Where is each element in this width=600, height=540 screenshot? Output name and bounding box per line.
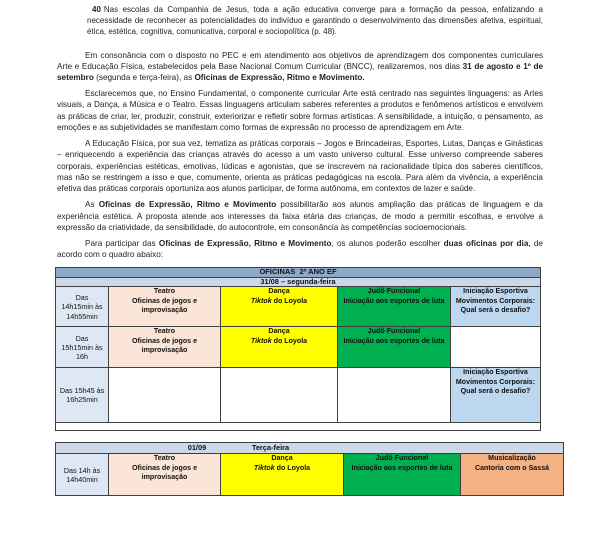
- offer-subtitle: Iniciação aos esportes de luta: [343, 296, 445, 305]
- offer-title: Iniciação Esportiva: [463, 368, 528, 377]
- table-title: OFICINAS 2º ANO EF: [56, 268, 541, 278]
- offer-cell-teatro: [109, 287, 221, 327]
- date-label: 01/09: [187, 443, 207, 453]
- text-column: [57, 0, 543, 260]
- offer-title: Judô Funcional: [367, 327, 421, 336]
- empty-cell: [109, 368, 221, 423]
- footnote: [87, 4, 543, 38]
- offer-title: Dança: [268, 287, 290, 296]
- empty-cell: [56, 423, 541, 431]
- footnote-number: 40: [92, 5, 101, 14]
- offer-title: Judô Funcional: [367, 287, 421, 296]
- empty-cell: [451, 327, 541, 368]
- oficinas-table-segunda: [55, 267, 541, 431]
- paragraph-oficinas: As Oficinas de Expressão, Ritmo e Movimento possibilitarão aos alunos ampliação das práticas de linguagem e da experiência estética. A proposta atende aos interesses da faixa etária das crianças, de modo a permitir escolhas, e envolve a expressão da criatividade, da sensibilidade, do autocontrole, em consonância às competências socioemocionais.: [57, 200, 543, 232]
- offer-subtitle: Iniciação aos esportes de luta: [343, 336, 445, 345]
- offer-title: Dança: [268, 327, 290, 336]
- spacer-row: [56, 423, 541, 431]
- offer-subtitle: Oficinas de jogos e improvisação: [131, 296, 198, 315]
- offer-title: Teatro: [153, 287, 176, 296]
- offer-title: Teatro: [153, 327, 176, 336]
- time-cell: Das 14h15min às 14h55min: [56, 287, 109, 327]
- table-row: [56, 454, 564, 496]
- day-header-row: [56, 443, 564, 454]
- offer-subtitle: Iniciação aos esportes de luta: [351, 463, 453, 472]
- paragraph-arte: Esclarecemos que, no Ensino Fundamental, o componente curricular Arte está centrado nas seguintes linguagens: as Artes visuais, a Dança, a Música e o Teatro. Essas linguagens articulam saberes referentes a produtos e fenômenos artísticos e envolvem as práticas de criar, ler, produzir, construir, exteriorizar e refletir sobre formas artísticas. A sensibilidade, a intuição, o pensamento, as emoções e as subjetividades se manifestam como formas de expressão no processo de aprendizagem em Arte.: [57, 89, 543, 133]
- empty-cell: [221, 368, 338, 423]
- offer-cell-judo: [338, 287, 451, 327]
- offer-subtitle: Oficinas de jogos e improvisação: [131, 336, 198, 355]
- footnote-text: Nas escolas da Companhia de Jesus, toda a ação educativa converge para a formação da pessoa, enfatizando a necessidade de reconhecer as potencialidades do indivíduo e garantindo o desenvolvimento das dimensões afetiva, espiritual, ética, estética, cognitiva, comunicativa, corporal e sociopolítica (p. 48).: [87, 5, 543, 37]
- offer-subtitle: Cantoria com o Sassá: [474, 463, 550, 472]
- offer-subtitle: Tiktok do Loyola: [250, 336, 308, 345]
- offer-subtitle: Oficinas de jogos e improvisação: [131, 463, 198, 482]
- day-header-segunda: 31/08 – segunda-feira: [56, 277, 541, 287]
- empty-cell: [338, 368, 451, 423]
- offer-title: Teatro: [153, 454, 176, 463]
- oficinas-table-terca: [55, 442, 564, 496]
- table-row: [56, 287, 541, 327]
- offer-title: Dança: [271, 454, 293, 463]
- time-cell: Das 14h às 14h40min: [56, 454, 109, 496]
- day-header-terca: [56, 443, 564, 454]
- offer-cell-iniciacao: [451, 287, 541, 327]
- offer-subtitle: Movimentos Corporais: Qual será o desafio?: [455, 377, 536, 396]
- offer-title: Iniciação Esportiva: [463, 287, 528, 296]
- paragraph-participacao: Para participar das Oficinas de Expressão, Ritmo e Movimento, os alunos poderão escolher duas oficinas por dia, de acordo com o quadro abaixo:: [57, 238, 543, 260]
- paragraph-educacao-fisica: A Educação Física, por sua vez, tematiza as práticas corporais – Jogos e Brincadeiras, Esportes, Lutas, Danças e Ginásticas – enriquecendo a experiência das crianças através do acesso a um vasto universo cultural. Esse universo compreende saberes corporais, experiências estéticas, emotivas, lúdicas e agonistas, que se inscrevem na racionalidade típica dos saberes científicos, mas não se restringem a isso e que, comumente, orienta as práticas pedagógicas na escola. Para além da vivência, a experiência efetiva das práticas corporais oportuniza aos alunos participar, de forma autônoma, em contextos de lazer e saúde.: [57, 139, 543, 194]
- table-row: [56, 368, 541, 423]
- offer-cell-teatro: [109, 454, 221, 496]
- time-cell: Das 15h45 às 16h25min: [56, 368, 109, 423]
- weekday-label: Terça-feira: [251, 443, 290, 453]
- offer-cell-judo: [344, 454, 461, 496]
- day-header-row: [56, 277, 541, 287]
- paragraph-intro: Em consonância com o disposto no PEC e em atendimento aos objetivos de aprendizagem dos componentes curriculares Arte e Educação Física, estabelecidos pela Base Nacional Comum Curricular (BNCC), realizaremos, nos dias 31 de agosto e 1º de setembro (segunda e terça-feira), as Oficinas de Expressão, Ritmo e Movimento.: [57, 50, 543, 83]
- offer-title: Judô Funcional: [375, 454, 429, 463]
- offer-subtitle: Tiktok do Loyola: [250, 296, 308, 305]
- offer-cell-iniciacao: [451, 368, 541, 423]
- offer-cell-danca: [221, 454, 344, 496]
- offer-title: Musicalização: [488, 454, 536, 463]
- offer-cell-teatro: [109, 327, 221, 368]
- offer-cell-musicalizacao: [461, 454, 564, 496]
- offer-cell-danca: [221, 287, 338, 327]
- time-cell: Das 15h15min às 16h: [56, 327, 109, 368]
- table-title-row: [56, 268, 541, 278]
- offer-subtitle: Movimentos Corporais: Qual será o desafio?: [455, 296, 536, 315]
- table-row: [56, 327, 541, 368]
- offer-cell-danca: [221, 327, 338, 368]
- offer-cell-judo: [338, 327, 451, 368]
- offer-subtitle: Tiktok do Loyola: [253, 463, 311, 472]
